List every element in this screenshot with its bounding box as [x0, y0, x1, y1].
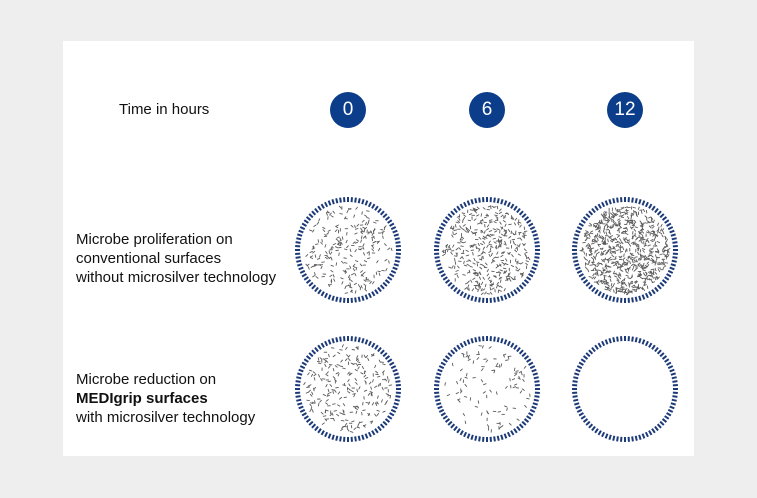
- microbes: [445, 346, 530, 433]
- row-label-line: MEDIgrip surfaces: [76, 390, 208, 407]
- microbes: [580, 207, 670, 295]
- row-label-proliferation: [76, 230, 276, 287]
- row-label-reduction: [76, 370, 255, 427]
- dish-ring: [295, 336, 401, 442]
- petri-dish-proliferation-12h: [571, 196, 679, 304]
- row-label-line: Microbe reduction on: [76, 371, 217, 388]
- petri-dish-reduction-6h: [433, 335, 541, 443]
- dish-ring: [434, 197, 540, 303]
- hour-badge-6: 6: [469, 92, 505, 128]
- petri-dish-reduction-12h: [571, 335, 679, 443]
- petri-dish-reduction-0h: [294, 335, 402, 443]
- petri-dish-proliferation-0h: [294, 196, 402, 304]
- dish-ring: [434, 336, 540, 442]
- microbes: [304, 345, 392, 433]
- dish-ring: [572, 336, 678, 442]
- hour-badge-12: 12: [607, 92, 643, 128]
- microbes: [442, 206, 530, 295]
- petri-dish-proliferation-6h: [433, 196, 541, 304]
- microbes: [306, 206, 392, 293]
- row-label-line: with microsilver technology: [76, 409, 256, 426]
- time-in-hours-label: Time in hours: [119, 101, 210, 118]
- row-label-line: without microsilver technology: [76, 269, 277, 286]
- row-label-line: conventional surfaces: [76, 250, 222, 267]
- hour-badge-0: 0: [330, 92, 366, 128]
- row-label-line: Microbe proliferation on: [76, 231, 233, 248]
- dish-ring: [295, 197, 401, 303]
